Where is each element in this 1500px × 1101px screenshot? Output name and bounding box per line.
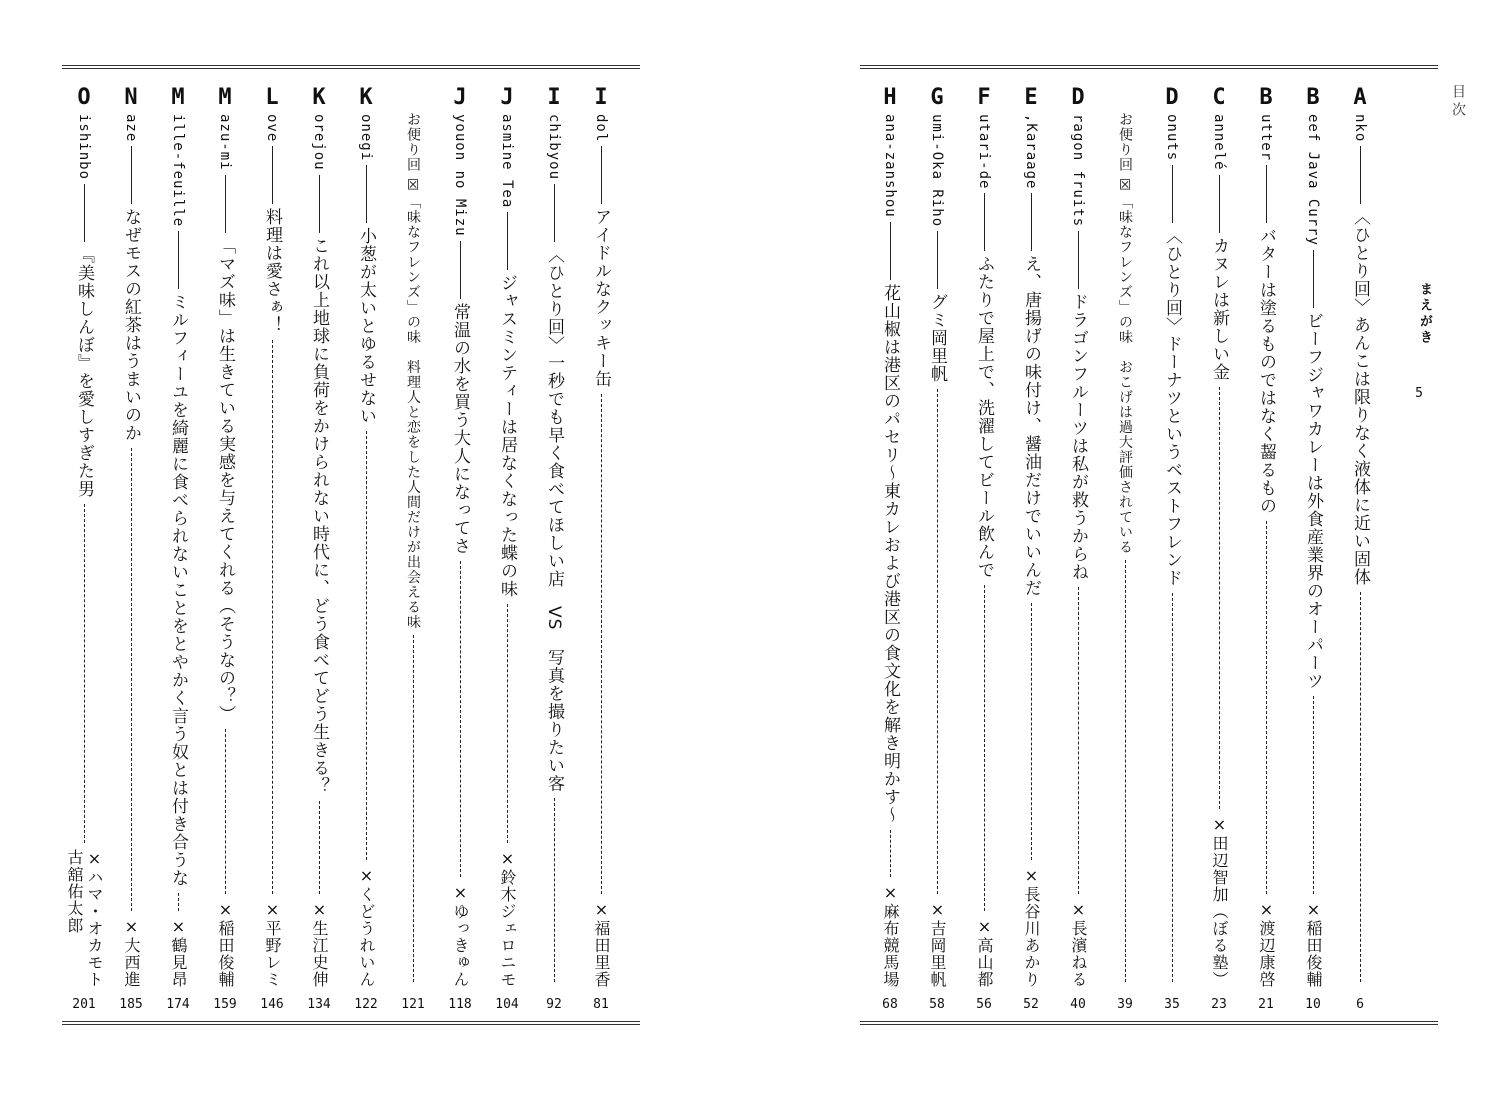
entry-author: ×福田里香	[592, 900, 611, 988]
entry-initial: I	[547, 85, 561, 110]
entry-author: ×田辺智加（ぼる塾）	[1210, 815, 1229, 988]
dotted-leader	[366, 431, 367, 860]
entry-author: ×平野レミ	[263, 900, 282, 988]
right-page	[800, 0, 1500, 1101]
dotted-leader	[554, 798, 555, 982]
entry-page-number: 81	[593, 997, 609, 1012]
entry-author-block	[64, 849, 104, 988]
entry-page-number: 40	[1070, 997, 1086, 1012]
entry-author: ×麻布競馬場	[881, 883, 900, 988]
dotted-leader	[84, 504, 85, 843]
entry-initial: I	[594, 85, 608, 110]
toc-entry[interactable]	[917, 84, 957, 1014]
dotted-leader	[225, 729, 226, 894]
entry-page-number: 56	[976, 997, 992, 1012]
entry-page-number: 159	[213, 997, 237, 1012]
entry-title: アイドルなクッキー缶	[591, 208, 611, 389]
entry-author: ×高山都	[975, 917, 994, 988]
solid-leader	[984, 193, 985, 251]
entry-author-block	[121, 917, 141, 988]
preface-title: まえがき	[1417, 282, 1432, 346]
entry-page-number: 201	[72, 997, 96, 1012]
entry-initial: F	[977, 85, 991, 110]
entry-page-number: 118	[448, 997, 472, 1012]
solid-leader	[890, 222, 891, 280]
toc-entry[interactable]	[534, 84, 574, 1014]
solid-leader	[1360, 146, 1361, 204]
entry-page-number: 68	[882, 997, 898, 1012]
toc-entry[interactable]	[111, 84, 151, 1014]
solid-leader	[460, 241, 461, 299]
solid-leader	[1172, 165, 1173, 223]
entry-title: お便り回 ☒「味なフレンズ」の味 料理人と恋をした人間だけが出会える味	[405, 112, 421, 630]
entry-keyword: umi-Oka Riho	[929, 114, 945, 228]
entry-author-block	[974, 917, 994, 988]
dotted-leader	[1219, 387, 1220, 809]
entry-page-number: 52	[1023, 997, 1039, 1012]
dotted-leader	[1266, 521, 1267, 894]
entry-keyword: azu-mi	[217, 114, 233, 171]
solid-leader	[937, 231, 938, 289]
entry-author: ×ハマ・オカモト	[85, 849, 104, 988]
solid-leader	[319, 175, 320, 233]
entry-keyword: onuts	[1164, 114, 1180, 162]
entry-author-block	[215, 900, 235, 988]
entry-initial: E	[1024, 85, 1038, 110]
entry-initial: M	[218, 85, 232, 110]
entry-keyword: ,Karaage	[1023, 114, 1039, 190]
entry-keyword: chibyou	[546, 114, 562, 181]
entry-author: ×くどうれいん	[357, 866, 376, 988]
dotted-leader	[178, 893, 179, 911]
bottom-rule	[860, 1021, 1438, 1025]
entry-author: ×長濱ねる	[1069, 900, 1088, 988]
entry-keyword: ragon fruits	[1070, 114, 1086, 228]
top-rule	[62, 65, 640, 69]
solid-leader	[1219, 175, 1220, 233]
entry-keyword: aze	[123, 114, 139, 143]
entry-initial: B	[1306, 85, 1320, 110]
entry-initial: B	[1259, 85, 1273, 110]
entry-initial: G	[930, 85, 944, 110]
entry-author-block	[497, 849, 517, 988]
solid-leader	[1313, 250, 1314, 308]
entry-author: ×稲田俊輔	[1304, 900, 1323, 988]
entry-author: ×鶴見昂	[169, 917, 188, 988]
entry-page-number: 6	[1356, 997, 1364, 1012]
dotted-leader	[1078, 587, 1079, 894]
entry-initial: A	[1353, 85, 1367, 110]
entry-author-block	[450, 883, 470, 988]
entry-keyword: nko	[1352, 114, 1368, 143]
entry-initial: C	[1212, 85, 1226, 110]
toc-entry[interactable]	[1058, 84, 1098, 1014]
entry-title: カヌレは新しい金	[1209, 236, 1229, 381]
entry-keyword: annelé	[1211, 114, 1227, 171]
entry-initial: M	[171, 85, 185, 110]
entry-title: ビーフジャワカレーは外食産業界のオーパーツ	[1303, 312, 1323, 691]
dotted-leader	[1031, 603, 1032, 860]
entry-keyword: orejou	[311, 114, 327, 171]
dotted-leader	[460, 561, 461, 877]
entry-author-block	[1209, 815, 1229, 988]
entry-keyword: youon no Mizu	[452, 114, 468, 237]
entry-keyword: ana-zanshou	[882, 114, 898, 218]
dotted-leader	[1172, 593, 1173, 982]
entry-keyword: ille-feuille	[170, 114, 186, 228]
toc-entry[interactable]	[346, 84, 386, 1014]
entry-initial: O	[77, 85, 91, 110]
toc-entry[interactable]	[1152, 84, 1192, 1014]
entry-page-number: 134	[307, 997, 331, 1012]
toc-entry[interactable]	[964, 84, 1004, 1014]
top-rule	[860, 65, 1438, 69]
entry-author-block	[1303, 900, 1323, 988]
entry-title: 〈ひとり回〉一秒でも早く食べてほしい店 VS 写真を撮りたい客	[544, 246, 564, 793]
entry-author-block	[927, 900, 947, 988]
entry-page-number: 10	[1305, 997, 1321, 1012]
entry-author: ×吉岡里帆	[928, 900, 947, 988]
entry-initial: K	[312, 85, 326, 110]
toc-entry[interactable]	[581, 84, 621, 1014]
entry-author-block	[168, 917, 188, 988]
solid-leader	[554, 184, 555, 242]
entry-page-number: 185	[119, 997, 143, 1012]
entry-title: 常温の水を買う大人になってさ	[450, 302, 470, 555]
entry-title: 『美味しんぼ』を愛しすぎた男	[74, 246, 94, 499]
toc-entry[interactable]	[64, 84, 104, 1014]
bottom-rule	[62, 1021, 640, 1025]
toc-entry[interactable]	[299, 84, 339, 1014]
toc-entry[interactable]	[1199, 84, 1239, 1014]
toc-entry[interactable]	[158, 84, 198, 1014]
entry-keyword: utari-de	[976, 114, 992, 190]
entry-page-number: 21	[1258, 997, 1274, 1012]
entry-title: バターは塗るものではなく齧るもの	[1256, 227, 1276, 516]
entry-title: 〈ひとり回〉あんこは限りなく液体に近い固体	[1350, 208, 1370, 587]
solid-leader	[131, 146, 132, 204]
entry-author: ×ゆっきゅん	[451, 883, 470, 988]
solid-leader	[1031, 193, 1032, 251]
entry-keyword: ishinbo	[76, 114, 92, 181]
entry-page-number: 58	[929, 997, 945, 1012]
entry-title: なぜモスの紅茶はうまいのか	[121, 208, 141, 443]
dotted-leader	[131, 448, 132, 911]
entry-title: グミ岡里帆	[927, 293, 947, 384]
entry-page-number: 174	[166, 997, 190, 1012]
solid-leader	[366, 165, 367, 223]
toc-heading: 目次	[1450, 84, 1466, 120]
entry-author: ×渡辺康啓	[1257, 900, 1276, 988]
toc-entry[interactable]	[870, 84, 910, 1014]
solid-leader	[178, 231, 179, 289]
entry-title: 〈ひとり回〉ドーナツというベストフレンド	[1162, 227, 1182, 588]
entry-author: ×長谷川あかり	[1022, 866, 1041, 988]
toc-entry[interactable]	[393, 84, 433, 1014]
solid-leader	[1078, 231, 1079, 289]
entry-title: 小葱が太いとゆるせない	[356, 227, 376, 426]
toc-entry[interactable]	[205, 84, 245, 1014]
entry-title: ジャスミンティーは居なくなった蝶の味	[497, 274, 517, 599]
entry-initial: J	[500, 85, 514, 110]
entry-initial: N	[124, 85, 138, 110]
entry-title: お便り回 ☒「味なフレンズ」の味 おこげは過大評価されている	[1117, 112, 1133, 555]
entry-initial: K	[359, 85, 373, 110]
entry-page-number: 23	[1211, 997, 1227, 1012]
entry-title: ふたりで屋上で、洗濯してビール飲んで	[974, 255, 994, 580]
left-page	[0, 0, 700, 1101]
entry-author-block	[356, 866, 376, 988]
dotted-leader	[1360, 592, 1361, 982]
entry-initial: H	[883, 85, 897, 110]
entry-title: ドラゴンフルーツは私が救うからね	[1068, 293, 1088, 582]
solid-leader	[601, 146, 602, 204]
entry-title: ミルフィーユを綺麗に食べられないことをとやかく言う奴とは付き合うな	[168, 293, 188, 888]
entry-author-block	[1256, 900, 1276, 988]
entry-page-number: 39	[1117, 997, 1133, 1012]
toc-entry[interactable]	[440, 84, 480, 1014]
dotted-leader	[1313, 696, 1314, 894]
entry-author: ×稲田俊輔	[216, 900, 235, 988]
entry-author-block	[1021, 866, 1041, 988]
dotted-leader	[1125, 560, 1126, 982]
solid-leader	[1266, 165, 1267, 223]
preface-page-number: 5	[1415, 386, 1423, 401]
solid-leader	[84, 184, 85, 242]
solid-leader	[272, 146, 273, 204]
toc-entry[interactable]	[1011, 84, 1051, 1014]
entry-author-block	[1068, 900, 1088, 988]
entry-keyword: utter	[1258, 114, 1274, 162]
dotted-leader	[937, 389, 938, 894]
dotted-leader	[984, 585, 985, 911]
entry-keyword: onegi	[358, 114, 374, 162]
entry-author: ×生江史伸	[310, 900, 329, 988]
entry-initial: L	[265, 85, 279, 110]
entry-author-second: 古舘佑太郎	[65, 849, 84, 934]
entry-page-number: 92	[546, 997, 562, 1012]
dotted-leader	[507, 604, 508, 843]
entry-title: 「マズ味」は生きている実感を与えてくれる（そうなの？）	[215, 236, 235, 723]
entry-page-number: 121	[401, 997, 425, 1012]
entry-keyword: ove	[264, 114, 280, 143]
dotted-leader	[890, 830, 891, 877]
toc-entry[interactable]	[1293, 84, 1333, 1014]
dotted-leader	[319, 801, 320, 894]
entry-initial: D	[1165, 85, 1179, 110]
dotted-leader	[272, 340, 273, 894]
entry-page-number: 104	[495, 997, 519, 1012]
entry-title: 料理は愛さぁ！	[262, 208, 282, 335]
toc-entry[interactable]	[487, 84, 527, 1014]
entry-page-number: 35	[1164, 997, 1180, 1012]
entry-initial: J	[453, 85, 467, 110]
entry-initial: D	[1071, 85, 1085, 110]
toc-entry[interactable]	[1246, 84, 1286, 1014]
entry-author: ×大西進	[122, 917, 141, 988]
toc-entry[interactable]	[252, 84, 292, 1014]
entry-page-number: 146	[260, 997, 284, 1012]
entry-title: え、唐揚げの味付け、醤油だけでいいんだ	[1021, 255, 1041, 598]
solid-leader	[507, 212, 508, 270]
toc-entry[interactable]	[1340, 84, 1380, 1014]
entry-keyword: asmine Tea	[499, 114, 515, 209]
entry-author-block	[262, 900, 282, 988]
entry-author: ×鈴木ジェロニモ	[498, 849, 517, 988]
entry-page-number: 122	[354, 997, 378, 1012]
entry-author-block	[309, 900, 329, 988]
dotted-leader	[413, 635, 414, 982]
toc-entry[interactable]	[1105, 84, 1145, 1014]
entry-author-block	[591, 900, 611, 988]
solid-leader	[225, 175, 226, 233]
dotted-leader	[601, 394, 602, 894]
entry-keyword: eef Java Curry	[1305, 114, 1321, 247]
entry-title: 花山椒は港区のパセリ〜東カレおよび港区の食文化を解き明かす〜	[880, 283, 900, 824]
entry-title: これ以上地球に負荷をかけられない時代に、どう食べてどう生きる？	[309, 236, 329, 795]
entry-keyword: dol	[593, 114, 609, 143]
entry-author-block	[880, 883, 900, 988]
